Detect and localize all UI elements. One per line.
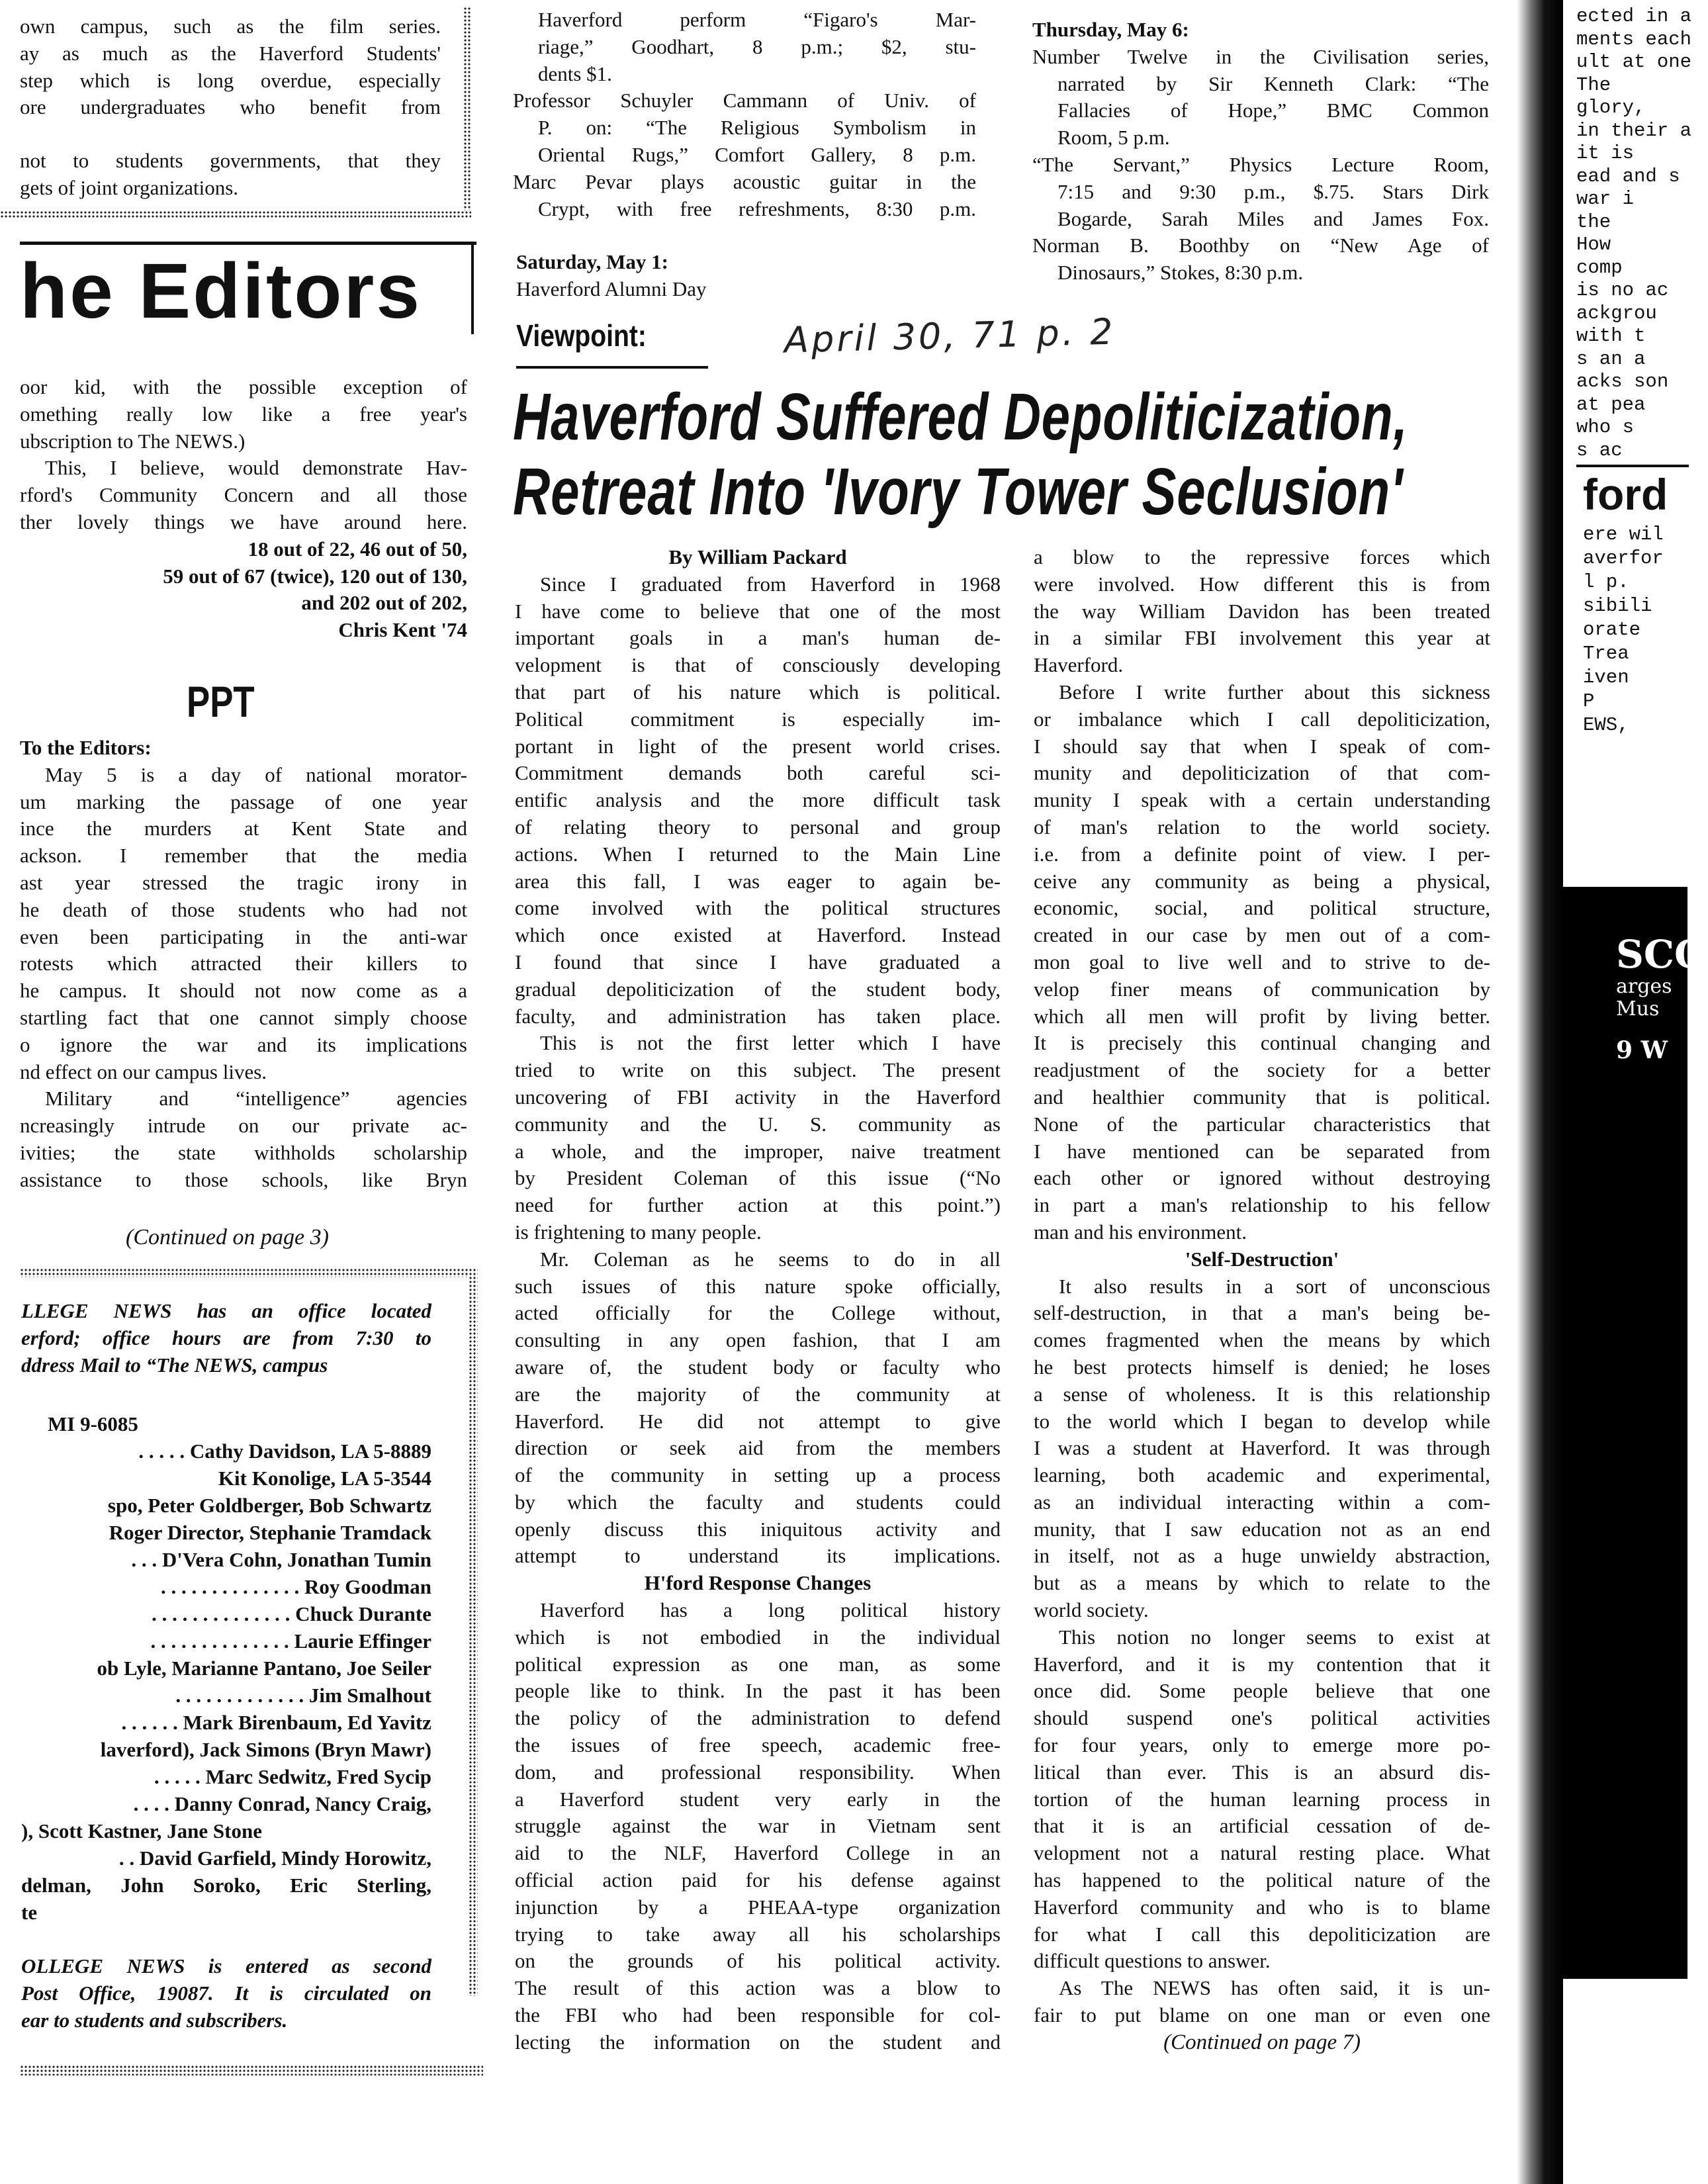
staff-line: te [21,1901,38,1924]
staff-line: . . . . . . Mark Birenbaum, Ed Yavitz [121,1711,431,1734]
text-line: are the majority of the community at [515,1382,1001,1406]
masthead-border-right [469,1268,478,1996]
adjacent-line: s ac [1576,439,1623,461]
text-line: This notion no longer seems to exist at [1059,1625,1490,1649]
text-line: mon goal to live well and to strive to de- [1034,950,1490,974]
text-line: a sense of wholeness. It is this relationship [1034,1382,1490,1406]
adjacent-line: Trea [1583,643,1629,664]
text-line: ay as much as the Haverford Students' [20,41,441,65]
letter-signature: Chris Kent '74 [338,618,467,642]
text-line: important goals in a man's human de- [515,626,1001,650]
staff-line: delman, John Soroko, Eric Sterling, [21,1874,431,1897]
adjacent-text-lower [1583,523,1664,737]
text-line: As The NEWS has often said, it is un- [1059,1976,1490,2000]
text-line: tortion of the human learning process in [1034,1787,1490,1811]
masthead-intro: LLEGE NEWS has an office located [21,1299,431,1322]
adjacent-rule [1576,465,1689,467]
text-line: um marking the passage of one year [20,790,467,813]
staff-line: . . . . . . . . . . . . . . Roy Goodman [160,1575,431,1598]
masthead-intro: erford; office hours are from 7:30 to [21,1326,431,1349]
adjacent-line: How [1576,234,1611,255]
text-line: he best protects himself is denied; he loses [1034,1355,1490,1379]
text-line: Haverford community and who is to blame [1034,1895,1490,1919]
text-line: but as a means by which to relate to the [1034,1571,1490,1595]
text-line: to the world which I began to develop while [1034,1409,1490,1433]
calendar-item: Number Twelve in the Civilisation series, [1032,44,1489,68]
text-line: area this fall, I was eager to again be- [515,869,1001,893]
masthead-border-top [20,1268,476,1277]
calendar-item: Haverford Alumni Day [516,277,707,301]
text-line: which is not embodied in the individual [515,1625,1001,1649]
adjacent-ad [1616,933,1708,1073]
masthead-border-bottom [20,2065,483,2075]
text-line: Commitment demands both careful sci- [515,761,1001,785]
text-line: gets of joint organizations. [20,175,239,199]
text-line: need for further action at this point.”) [515,1193,1001,1217]
adjacent-line: with t [1576,325,1646,347]
text-line: on the grounds of his political activity. [515,1949,1001,1973]
adjacent-line: s an a [1576,347,1646,370]
staff-line: . . David Garfield, Mindy Horowitz, [118,1846,431,1870]
text-line: he death of those students who had not [20,897,467,921]
staff-line: laverford), Jack Simons (Bryn Mawr) [100,1738,431,1761]
top-left-box [0,0,475,218]
continued-page-3[interactable]: (Continued on page 3) [126,1225,329,1250]
text-line: munity I speak with a certain understanding [1034,788,1490,812]
text-line: Since I graduated from Haverford in 1968 [540,572,1001,596]
banner-rule-right [471,242,474,334]
text-line: or imbalance which I call depoliticization, [1034,707,1490,731]
calendar-item: Fallacies of Hope,” BMC Common [1057,99,1489,122]
box-border-bottom [0,210,471,218]
text-line: Military and “intelligence” agencies [45,1087,467,1111]
adjacent-line: sibili [1583,595,1652,617]
text-line: and healthier community that is political. [1034,1085,1490,1109]
staff-line: Kit Konolige, LA 5-3544 [218,1467,431,1490]
text-line: were involved. How different this is from [1034,572,1490,596]
text-line: dom, and professional responsibility. When [515,1760,1001,1784]
text-line: of the community in setting up a process [515,1463,1001,1487]
salutation: To the Editors: [20,736,152,759]
text-line: of relating theory to personal and group [515,815,1001,839]
text-line: each other or ignored without destroying [1034,1166,1490,1190]
text-line: trying to take away all his scholarships [515,1922,1001,1946]
text-line: Haverford, and it is my contention that it [1034,1652,1490,1676]
text-line: world society. [1034,1598,1149,1622]
text-line: the issues of free speech, academic free- [515,1733,1001,1757]
adjacent-line: The [1576,73,1611,96]
text-line: even been participating in the anti-war [20,925,467,948]
letter-2-title: PPT [187,677,255,726]
headline-line-1: Haverford Suffered Depoliticization, [513,380,1408,454]
text-line: own campus, such as the film series. [20,15,441,38]
text-line: consulting in any open fashion, that I am [515,1328,1001,1352]
text-line: startling fact that one cannot simply choose [20,1005,467,1029]
calendar-item: Dinosaurs,” Stokes, 8:30 p.m. [1057,261,1304,285]
text-line: for four years, only to emerge more po- [1034,1733,1490,1757]
text-line: ther lovely things we have around here. [20,510,467,533]
text-line: is frightening to many people. [515,1220,762,1244]
staff-line: . . . . Danny Conrad, Nancy Craig, [133,1792,431,1815]
text-line: the way William Davidon has been treated [1034,599,1490,623]
text-line: learning, both academic and experimental, [1034,1463,1490,1487]
adjacent-line: comp [1576,256,1623,279]
text-line: by President Coleman of this issue (“No [515,1166,1001,1190]
text-line: velopment is that of consciously developing [515,653,1001,677]
calendar-item: Professor Schuyler Cammann of Univ. of [513,89,976,113]
text-line: once did. Some people believe that one [1034,1679,1490,1703]
calendar-col-2 [1032,17,1489,287]
headline-line-2: Retreat Into 'Ivory Tower Seclusion' [513,455,1404,529]
adjacent-line: ected in a [1576,5,1692,27]
text-line: created in our case by men out of a com- [1034,923,1490,947]
signature-line: and 202 out of 202, [301,591,467,615]
masthead-intro: ddress Mail to “The NEWS, campus [21,1353,328,1377]
text-line: he campus. It should not now come as a [20,979,467,1003]
adjacent-line: EWS, [1583,714,1629,736]
adjacent-line: orate [1583,619,1641,641]
continued-page-7[interactable]: (Continued on page 7) [1163,2030,1361,2054]
text-line: uncovering of FBI activity in the Haverford [515,1085,1001,1109]
banner-rule [20,242,476,245]
text-line: rotests which attracted their killers to [20,952,467,976]
calendar-item: Marc Pevar plays acoustic guitar in the [513,169,976,193]
text-line: in a similar FBI involvement this year at [1034,626,1490,650]
text-line: lecting the information on the student and [515,2030,1001,2054]
text-line: economic, social, and political structure, [1034,896,1490,920]
text-line: portant in light of the present world crises. [515,734,1001,758]
masthead [21,1297,431,2034]
text-line: I have mentioned can be separated from [1034,1139,1490,1163]
adjacent-line: glory, [1576,97,1646,118]
calendar-item: “The Servant,” Physics Lecture Room, [1032,152,1489,176]
text-line: It also results in a sort of unconscious [1059,1274,1490,1298]
ad-line: SCO [1616,932,1708,977]
adjacent-line: ult at one [1576,51,1692,73]
binding-shadow [1517,0,1563,2184]
text-line: a blow to the repressive forces which [1034,545,1490,569]
adjacent-line: at pea [1576,393,1646,416]
adjacent-heading: ford [1583,470,1668,519]
text-line: Haverford. He did not attempt to give [515,1409,1001,1433]
text-line: oor kid, with the possible exception of [20,375,467,398]
kicker-underline [516,366,708,369]
text-line: acted officially for the College without, [515,1301,1001,1325]
text-line: ivities; the state withholds scholarship [20,1140,467,1164]
text-line: munity, that I saw education not as an end [1034,1517,1490,1541]
letters-banner: he Editors [20,248,422,335]
text-line: the FBI who had been responsible for col- [515,2003,1001,2027]
text-line: assistance to those schools, like Bryn [20,1167,467,1191]
calendar-item: narrated by Sir Kenneth Clark: “The [1057,71,1489,95]
text-line: I should say that when I speak of com- [1034,734,1490,758]
text-line: that part of his nature which is political. [515,680,1001,704]
staff-line: . . . . . Cathy Davidson, LA 5-8889 [138,1439,431,1463]
text-line: a Haverford student very early in the [515,1787,1001,1811]
text-line: a whole, and the improper, naive treatment [515,1139,1001,1163]
staff-line: spo, Peter Goldberger, Bob Schwartz [107,1494,431,1517]
adjacent-page-edge [1517,0,1708,2184]
adjacent-line: iven [1583,666,1629,688]
text-line: people like to think. In the past it has been [515,1679,1001,1703]
text-line: should suspend one's political activities [1034,1706,1490,1730]
text-line: munity and depoliticization of that com- [1034,761,1490,785]
calendar-item: Haverford perform “Figaro's Mar- [538,8,976,31]
ad-line: Mus [1616,997,1660,1021]
text-line: faculty, and administration has taken place. [515,1004,1001,1028]
adjacent-line: P [1583,690,1595,712]
text-line: omething really low like a free year's [20,402,467,426]
staff-line: . . . . . . . . . . . . . . Laurie Effinger [150,1629,431,1653]
signature-line: 18 out of 22, 46 out of 50, [247,537,467,561]
text-line: nd effect on our campus lives. [20,1060,267,1083]
text-line: by which the faculty and students could [515,1490,1001,1514]
text-line: Haverford. [1034,653,1124,677]
article-column-1 [515,544,1001,2056]
adjacent-line: it is [1576,142,1635,164]
byline: By William Packard [668,545,847,569]
text-line: velopment not a natural resting place. What [1034,1841,1490,1865]
text-line: the policy of the administration to defend [515,1706,1001,1730]
ad-line: arges [1616,975,1672,998]
letter-1 [20,374,467,644]
text-line: comes fragmented when the means by which [1034,1328,1490,1352]
text-line: May 5 is a day of national morator- [45,762,467,786]
signature-line: 59 out of 67 (twice), 120 out of 130, [163,564,467,588]
staff-line: . . . . . . . . . . . . . Jim Smalhout [175,1684,431,1707]
text-line: I was a student at Haverford. It was through [1034,1436,1490,1460]
text-line: difficult questions to answer. [1034,1949,1271,1973]
staff-line: ob Lyle, Marianne Pantano, Joe Seiler [97,1657,431,1680]
text-line: gradual depoliticization of the student body, [515,977,1001,1001]
text-line: which all men will profit by living better. [1034,1004,1490,1028]
calendar-item: 7:15 and 9:30 p.m., $.75. Stars Dirk [1057,179,1489,203]
adjacent-line: is no ac [1576,279,1669,301]
text-line: rford's Community Concern and all those [20,483,467,507]
adjacent-line: ments each [1576,28,1692,50]
text-line: This is not the first letter which I have [540,1031,1001,1055]
masthead-phone: MI 9-6085 [48,1412,138,1435]
text-line: in part a man's relationship to his fellow [1034,1193,1490,1217]
text-line: ncreasingly intrude on our private ac- [20,1114,467,1138]
text-line: as an individual interacting within a com- [1034,1490,1490,1514]
text-line: of man's relation to the world society. [1034,815,1490,839]
staff-line: ), Scott Kastner, Jane Stone [21,1819,262,1843]
text-line: political expression as one man, as some [515,1652,1001,1676]
text-line: openly discuss this iniquitous activity and [515,1517,1001,1541]
text-line: self-destruction, in that a man's being be- [1034,1301,1490,1325]
adjacent-line: ere wil [1583,523,1664,545]
adjacent-line: the [1576,210,1611,233]
calendar-item: Room, 5 p.m. [1057,126,1170,150]
text-line: velop finer means of communication by [1034,977,1490,1001]
text-line: readjustment of the society for a better [1034,1058,1490,1082]
text-line: ince the murders at Kent State and [20,817,467,841]
text-line: I have come to believe that one of the most [515,599,1001,623]
text-line: o ignore the war and its implications [20,1032,467,1056]
letter-2 [20,735,467,1194]
text-line: struggle against the war in Vietnam sent [515,1814,1001,1838]
text-line: aid to the NLF, Haverford College in an [515,1841,1001,1865]
text-line: man and his environment. [1034,1220,1247,1244]
staff-line: . . . . . Marc Sedwitz, Fred Sycip [154,1765,431,1788]
calendar-item: Norman B. Boothby on “New Age of [1032,234,1489,257]
text-line: ackson. I remember that the media [20,844,467,868]
adjacent-line: l p. [1583,571,1629,593]
text-line: attempt to understand its implications. [515,1544,1001,1568]
text-line: The result of this action was a blow to [515,1976,1001,2000]
text-line: It is precisely this continual changing and [1034,1031,1490,1055]
text-line: ceive any community as being a physical, [1034,869,1490,893]
adjacent-text-upper [1576,5,1691,462]
text-line: direction or seek aid from the members [515,1436,1001,1460]
calendar-item: riage,” Goodhart, 8 p.m.; $2, stu- [538,34,976,58]
calendar-day-heading: Saturday, May 1: [516,250,668,274]
text-line: not to students governments, that they [20,149,441,173]
calendar-item: Bogarde, Sarah Miles and James Fox. [1057,206,1489,230]
staff-line: Roger Director, Stephanie Tramdack [109,1521,431,1544]
calendar-item: Crypt, with free refreshments, 8:30 p.m. [538,197,976,220]
text-line: Haverford has a long political history [540,1598,1001,1622]
text-line: ubscription to The NEWS.) [20,429,246,453]
text-line: This, I believe, would demonstrate Hav- [45,456,467,480]
subhead: 'Self-Destruction' [1185,1247,1339,1271]
adjacent-line: in their a [1576,119,1692,142]
adjacent-line: war i [1576,188,1635,210]
staff-line: . . . . . . . . . . . . . . Chuck Durante [152,1602,431,1625]
text-line: Mr. Coleman as he seems to do in all [540,1247,1001,1271]
top-left-text [20,13,441,202]
text-line: None of the particular characteristics that [1034,1112,1490,1136]
calendar-item: dents $1. [538,62,612,85]
masthead-footer: Post Office, 19087. It is circulated on [21,1981,431,2005]
subhead: H'ford Response Changes [644,1571,872,1595]
text-line: i.e. from a definite point of view. I per- [1034,842,1490,866]
box-border-right [463,7,471,217]
text-line: step which is long overdue, especially [20,68,441,92]
text-line: community and the U. S. community as [515,1112,1001,1136]
text-line: entific analysis and the more difficult task [515,788,1001,812]
text-line: come involved with the political structures [515,896,1001,920]
article-column-2 [1034,544,1490,2056]
adjacent-line: ackgrou [1576,302,1657,324]
adjacent-line: who s [1576,416,1635,438]
adjacent-line: acks son [1576,371,1669,392]
adjacent-line: averfor [1583,547,1664,569]
handwritten-note: April 30, 71 p. 2 [784,310,1116,361]
text-line: injunction by a PHEAA-type organization [515,1895,1001,1919]
staff-line: . . . D'Vera Cohn, Jonathan Tumin [131,1548,431,1571]
text-line: that it is an artificial cessation of de- [1034,1814,1490,1838]
text-line: for what I call this depoliticization are [1034,1922,1490,1946]
article-kicker: Viewpoint: [516,318,647,353]
ad-line: 9 W [1616,1036,1668,1064]
calendar-item: Oriental Rugs,” Comfort Gallery, 8 p.m. [538,142,976,166]
text-line: I found that since I have graduated a [515,950,1001,974]
text-line: Political commitment is especially im- [515,707,1001,731]
text-line: aware of, the student body or faculty who [515,1355,1001,1379]
text-line: official action paid for his defense against [515,1868,1001,1892]
text-line: has happened to the political nature of the [1034,1868,1490,1892]
text-line: actions. When I returned to the Main Line [515,842,1001,866]
text-line: tried to write on this subject. The present [515,1058,1001,1082]
adjacent-line: ead and s [1576,165,1680,187]
text-line: ast year stressed the tragic irony in [20,870,467,894]
text-line: litical than ever. This is an absurd dis- [1034,1760,1490,1784]
text-line: such issues of this nature spoke officially, [515,1274,1001,1298]
text-line: ore undergraduates who benefit from [20,95,441,119]
text-line: in itself, not as a huge unwieldy abstraction, [1034,1544,1490,1568]
text-line: which once existed at Haverford. Instead [515,923,1001,947]
calendar-col-1 [513,7,976,303]
masthead-footer: OLLEGE NEWS is entered as second [21,1954,431,1978]
calendar-item: P. on: “The Religious Symbolism in [538,116,976,140]
text-line: fair to put blame on one man or even one [1034,2003,1490,2027]
calendar-day-heading: Thursday, May 6: [1032,18,1189,41]
text-line: Before I write further about this sickness [1059,680,1490,704]
masthead-footer: ear to students and subscribers. [21,2009,288,2032]
